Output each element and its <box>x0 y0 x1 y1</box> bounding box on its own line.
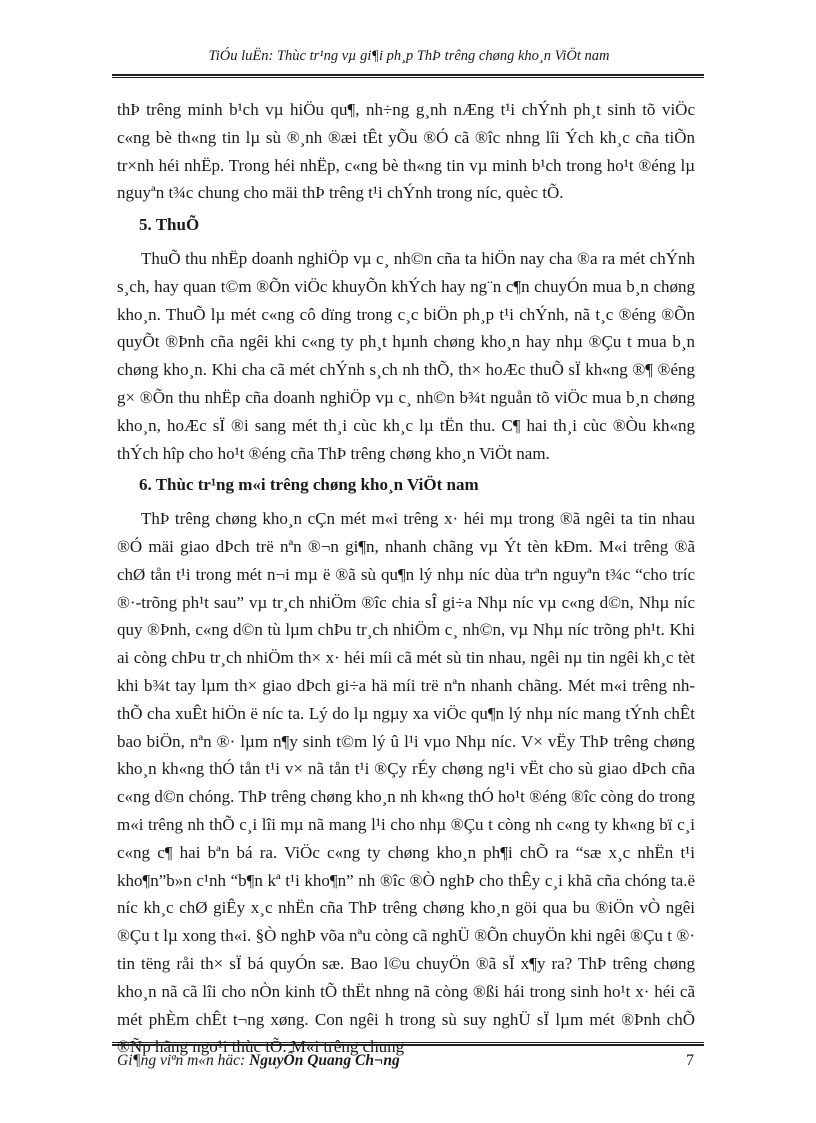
header-rule <box>112 74 704 78</box>
page-body <box>117 96 695 1061</box>
paragraph-intro: thÞ trêng minh b¹ch vµ hiÖu qu¶, nh÷ng g¸nh nÆng t¹i chÝnh ph¸t sinh tõ viÖc c«ng bè th«ng tin lµ sù ®¸nh ®æi tÊt yÕu ®Ó cã ®îc nhng lîi Ých kh¸c cña tiÕn tr×nh héi nhËp. Trong héi nhËp, c«ng bè th«ng tin vµ minh b¹ch trong ho¹t ®éng lµ nguyªn t¾c chung cho mäi thÞ trêng t¹i chÝnh trong níc, quèc tÕ. <box>117 100 695 203</box>
running-header: TiÓu luËn: Thùc tr¹ng vµ gi¶i ph¸p ThÞ trêng chøng kho¸n ViÖt nam <box>208 48 610 64</box>
page-number: 7 <box>686 1052 694 1069</box>
paragraph-tax: ThuÕ thu nhËp doanh nghiÖp vµ c¸ nh©n cña ta hiÖn nay cha ®a ra mét chÝnh s¸ch, hay quan t©m ®Õn viÖc khuyÕn khÝch hay ng¨n c¶n chuyÓn mua b¸n chøng kho¸n. ThuÕ lµ mét c«ng cô dïng trong c¸c biÖn ph¸p t¹i chÝnh, nã t¸c ®éng ®Õn quyÕt ®Þnh cña ngêi khi c«ng ty ph¸t hµnh chøng kho¸n hay nhµ ®Çu t mua b¸n chøng kho¸n. Khi cha cã mét chÝnh s¸ch nh thÕ, th× hoÆc thuÕ sÏ kh«ng ®¶ ®éng g× ®Õn thu nhËp cña doanh nghiÖp vµ c¸ nh©n b¾t nguån tõ viÖc mua b¸n chøng kho¸n, hoÆc sÏ ®i sang mét th¸i cùc kh¸c lµ tËn thu. C¶ hai th¸i cùc ®Òu kh«ng thÝch hîp cho ho¹t ®éng cña ThÞ trêng chøng kho¸n ViÖt nam. <box>117 248 695 463</box>
footer-lecturer-name: NguyÔn Quang Ch¬ng <box>249 1052 400 1069</box>
footer-lecturer <box>117 1052 400 1070</box>
footer-rule <box>112 1042 704 1046</box>
section-heading-tax: 5. ThuÕ <box>139 215 200 235</box>
section-heading-environment: 6. Thùc tr¹ng m«i trêng chøng kho¸n ViÖt nam <box>139 475 479 495</box>
paragraph-environment: ThÞ trêng chøng kho¸n cÇn mét m«i trêng x· héi mµ trong ®ã ngêi ta tin nhau ®Ó mäi giao dÞch trë nªn ®¬n gi¶n, nhanh chãng vµ Ýt tèn kÐm. M«i trêng ®ã chØ tån t¹i trong mét n¬i mµ ë ®ã sù qu¶n lý nhµ níc dùa trªn nguyªn t¾c “cho tríc ®·-trõng ph¹t sau” vµ tr¸ch nhiÖm ®îc chia sÎ gi÷a Nhµ níc vµ c«ng d©n, Nhµ níc quy ®Þnh, c«ng d©n tù lµm chÞu tr¸ch nhiÖm c¸ nh©n, vµ Nhµ níc trõng ph¹t. Khi ai còng chÞu tr¸ch nhiÖm th× x· héi míi cã mét sù tin nhau, ngêi nµ tin ngêi kh¸c tèt khi b¾t tay lµm th× giao dÞch gi÷a hä míi trë nªn nhanh chãng. Mét m«i trêng nh thÕ cha xuÊt hiÖn ë níc ta. Lý do lµ ngµy xa viÖc qu¶n lý nhµ níc mang tÝnh chÊt bao biÖn, nªn ®· lµm n¶y sinh t©m lý û l¹i vµo Nhµ níc. V× vËy ThÞ trêng chøng kho¸n kh«ng thÓ tån t¹i v× nã tån t¹i ®Çy rÉy chøng ng¹i vËt cho sù giao dÞch cña c«ng d©n chóng. ThÞ trêng chøng kho¸n nh kh«ng thÓ ho¹t ®éng ®îc còng do trong m«i trêng nh thÕ c¸i lîi mµ nã mang l¹i cho nhµ ®Çu t còng nh c«ng ty kh«ng bï c¸i c«ng c¶ hai bªn bá ra. ViÖc c«ng ty chøng kho¸n ph¶i chÕ ra “sæ x¸c nhËn t¹i kho¶n”b»n c¹nh “b¶n kª t¹i kho¶n” nh ®îc ®Ò nghÞ cho thÊy c¸i khã cña chóng ta.ë níc kh¸c chØ giÊy x¸c nhËn cña ThÞ trêng chøng kho¸n göi qua bu ®iÖn vÒ ngêi ®Çu t lµ xong th«i. §Ò nghÞ võa nªu còng cã nghÜ ®Õn chuyÖn khi ngêi ®Çu t ®· tin tëng råi th× sÏ bá quyÓn sæ. Bao l©u chuyÖn ®ã sÏ x¶y ra? ThÞ trêng chøng kho¸n nã cã lîi cho nÒn kinh tÕ thËt nhng nã còng ®ßi hái trong sinh ho¹t x· héi cã mét phÈm chÊt t¬ng xøng. Con ngêi h trong sù suy nghÜ sÏ lµm mét ®Þnh chÕ ®Ñp hãng ngo¹i thùc tÕ. M«i trêng chung <box>117 509 695 1057</box>
footer-label: Gi¶ng viªn m«n häc: <box>117 1052 250 1069</box>
